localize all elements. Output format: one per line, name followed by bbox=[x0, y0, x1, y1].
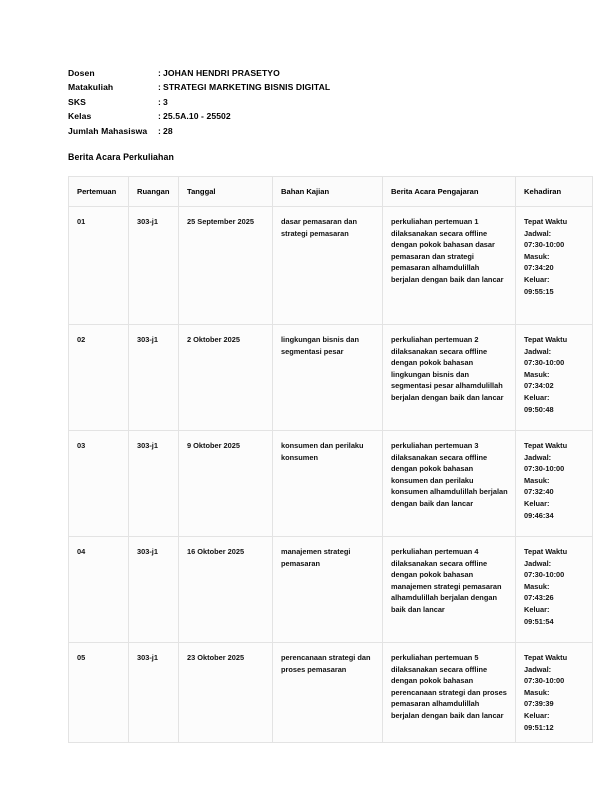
table-row bbox=[69, 537, 593, 643]
cell-pertemuan: 03 bbox=[69, 431, 129, 537]
cell-ruangan: 303-j1 bbox=[129, 325, 179, 431]
kehadiran-status: Tepat Waktu bbox=[524, 217, 568, 226]
kehadiran-jadwal-value: 07:30-10:00 bbox=[524, 464, 565, 474]
kehadiran-masuk-label: Masuk: bbox=[524, 581, 550, 591]
cell-bahan-kajian: manajemen strategi pemasaran bbox=[273, 537, 383, 643]
cell-kehadiran bbox=[516, 431, 593, 537]
kehadiran-masuk-label: Masuk: bbox=[524, 369, 550, 379]
info-label-dosen: Dosen bbox=[68, 68, 95, 78]
kehadiran-masuk-label: Masuk: bbox=[524, 251, 550, 261]
kehadiran-masuk-value: 07:43:26 bbox=[524, 593, 554, 603]
info-value-kelas: 25.5A.10 - 25502 bbox=[163, 111, 231, 122]
kehadiran-jadwal-value: 07:30-10:00 bbox=[524, 240, 565, 250]
cell-pertemuan: 01 bbox=[69, 207, 129, 325]
berita-acara-table-container bbox=[68, 176, 592, 743]
info-value-matakuliah: STRATEGI MARKETING BISNIS DIGITAL bbox=[163, 82, 331, 93]
table-row bbox=[69, 207, 593, 325]
course-info-block bbox=[68, 66, 528, 138]
cell-berita-acara: perkuliahan pertemuan 5 dilaksanakan secara offline dengan pokok bahasan perencanaan strategi dan proses pemasaran alhamdulillah berjalan dengan baik dan lancar bbox=[383, 643, 516, 743]
kehadiran-masuk-value: 07:32:40 bbox=[524, 487, 554, 497]
kehadiran-keluar-label: Keluar: bbox=[524, 498, 550, 508]
kehadiran-jadwal-label: Jadwal: bbox=[524, 228, 552, 238]
kehadiran-status: Tepat Waktu bbox=[524, 547, 568, 556]
info-label-matakuliah: Matakuliah bbox=[68, 82, 114, 93]
cell-bahan-kajian: konsumen dan perilaku konsumen bbox=[273, 431, 383, 537]
kehadiran-jadwal-label: Jadwal: bbox=[524, 346, 552, 356]
kehadiran-masuk-label: Masuk: bbox=[524, 475, 550, 485]
kehadiran-jadwal-label: Jadwal: bbox=[524, 452, 552, 462]
cell-ruangan: 303-j1 bbox=[129, 643, 179, 743]
cell-ruangan: 303-j1 bbox=[129, 431, 179, 537]
table-header-row bbox=[69, 177, 593, 207]
cell-bahan-kajian: dasar pemasaran dan strategi pemasaran bbox=[273, 207, 383, 325]
cell-ruangan: 303-j1 bbox=[129, 537, 179, 643]
cell-kehadiran bbox=[516, 325, 593, 431]
table-row bbox=[69, 431, 593, 537]
cell-ruangan: 303-j1 bbox=[129, 207, 179, 325]
info-row-kelas bbox=[68, 109, 528, 123]
cell-berita-acara: perkuliahan pertemuan 4 dilaksanakan secara offline dengan pokok bahasan manajemen strategi pemasaran alhamdulillah berjalan dengan baik dan lancar bbox=[383, 537, 516, 643]
info-value-dosen: JOHAN HENDRI PRASETYO bbox=[163, 68, 280, 78]
kehadiran-keluar-value: 09:55:15 bbox=[524, 286, 554, 296]
table-row bbox=[69, 643, 593, 743]
info-value-jumlah-mahasiswa: 28 bbox=[163, 125, 173, 136]
cell-berita-acara: perkuliahan pertemuan 1 dilaksanakan secara offline dengan pokok bahasan dasar pemasaran dan strategi pemasaran alhamdulillah berjalan dengan baik dan lancar bbox=[383, 207, 516, 325]
cell-berita-acara: perkuliahan pertemuan 3 dilaksanakan secara offline dengan pokok bahasan konsumen dan perilaku konsumen alhamdulillah berjalan dengan baik dan lancar bbox=[383, 431, 516, 537]
cell-pertemuan: 05 bbox=[69, 643, 129, 743]
kehadiran-keluar-label: Keluar: bbox=[524, 392, 550, 402]
cell-pertemuan: 02 bbox=[69, 325, 129, 431]
kehadiran-keluar-value: 09:50:48 bbox=[524, 404, 554, 414]
info-separator-sks: : bbox=[158, 96, 161, 107]
kehadiran-keluar-label: Keluar: bbox=[524, 274, 550, 284]
info-separator-kelas: : bbox=[158, 111, 161, 122]
kehadiran-jadwal-label: Jadwal: bbox=[524, 558, 552, 568]
cell-tanggal: 9 Oktober 2025 bbox=[179, 431, 273, 537]
kehadiran-status: Tepat Waktu bbox=[524, 653, 568, 662]
table-body bbox=[69, 207, 593, 743]
berita-acara-table bbox=[68, 176, 593, 743]
column-header-pertemuan: Pertemuan bbox=[69, 177, 129, 207]
info-label-kelas: Kelas bbox=[68, 111, 92, 122]
kehadiran-keluar-value: 09:46:34 bbox=[524, 510, 554, 520]
section-heading-berita-acara: Berita Acara Perkuliahan bbox=[68, 152, 174, 162]
cell-bahan-kajian: lingkungan bisnis dan segmentasi pesar bbox=[273, 325, 383, 431]
kehadiran-masuk-value: 07:34:20 bbox=[524, 263, 554, 273]
info-label-jumlah-mahasiswa: Jumlah Mahasiswa bbox=[68, 125, 148, 136]
info-separator-matakuliah: : bbox=[158, 82, 161, 93]
info-row-jumlah-mahasiswa bbox=[68, 124, 528, 138]
kehadiran-keluar-label: Keluar: bbox=[524, 710, 550, 720]
cell-tanggal: 23 Oktober 2025 bbox=[179, 643, 273, 743]
kehadiran-keluar-value: 09:51:54 bbox=[524, 616, 554, 626]
info-value-sks: 3 bbox=[163, 96, 168, 107]
kehadiran-jadwal-value: 07:30-10:00 bbox=[524, 676, 565, 686]
kehadiran-keluar-label: Keluar: bbox=[524, 604, 550, 614]
cell-berita-acara: perkuliahan pertemuan 2 dilaksanakan secara offline dengan pokok bahasan lingkungan bisnis dan segmentasi pesar alhamdulillah berjalan dengan baik dan lancar bbox=[383, 325, 516, 431]
kehadiran-jadwal-value: 07:30-10:00 bbox=[524, 570, 565, 580]
info-row-sks bbox=[68, 95, 528, 109]
cell-tanggal: 2 Oktober 2025 bbox=[179, 325, 273, 431]
column-header-tanggal: Tanggal bbox=[179, 177, 273, 207]
info-separator-dosen: : bbox=[158, 68, 161, 78]
kehadiran-jadwal-value: 07:30-10:00 bbox=[524, 358, 565, 368]
cell-bahan-kajian: perencanaan strategi dan proses pemasaran bbox=[273, 643, 383, 743]
info-row-matakuliah bbox=[68, 80, 528, 94]
kehadiran-masuk-label: Masuk: bbox=[524, 687, 550, 697]
info-label-sks: SKS bbox=[68, 96, 86, 107]
column-header-kehadiran: Kehadiran bbox=[516, 177, 593, 207]
table-header bbox=[69, 177, 593, 207]
column-header-bahan-kajian: Bahan Kajian bbox=[273, 177, 383, 207]
kehadiran-status: Tepat Waktu bbox=[524, 335, 568, 344]
info-separator-jumlah-mahasiswa: : bbox=[158, 125, 161, 136]
kehadiran-status: Tepat Waktu bbox=[524, 441, 568, 450]
cell-tanggal: 16 Oktober 2025 bbox=[179, 537, 273, 643]
cell-kehadiran bbox=[516, 537, 593, 643]
kehadiran-keluar-value: 09:51:12 bbox=[524, 722, 554, 732]
cell-tanggal: 25 September 2025 bbox=[179, 207, 273, 325]
column-header-ruangan: Ruangan bbox=[129, 177, 179, 207]
cell-kehadiran bbox=[516, 643, 593, 743]
info-row-dosen bbox=[68, 66, 528, 80]
column-header-berita-acara-pengajaran: Berita Acara Pengajaran bbox=[383, 177, 516, 207]
cell-kehadiran bbox=[516, 207, 593, 325]
cell-pertemuan: 04 bbox=[69, 537, 129, 643]
kehadiran-masuk-value: 07:34:02 bbox=[524, 381, 554, 391]
kehadiran-jadwal-label: Jadwal: bbox=[524, 664, 552, 674]
table-row bbox=[69, 325, 593, 431]
kehadiran-masuk-value: 07:39:39 bbox=[524, 699, 554, 709]
